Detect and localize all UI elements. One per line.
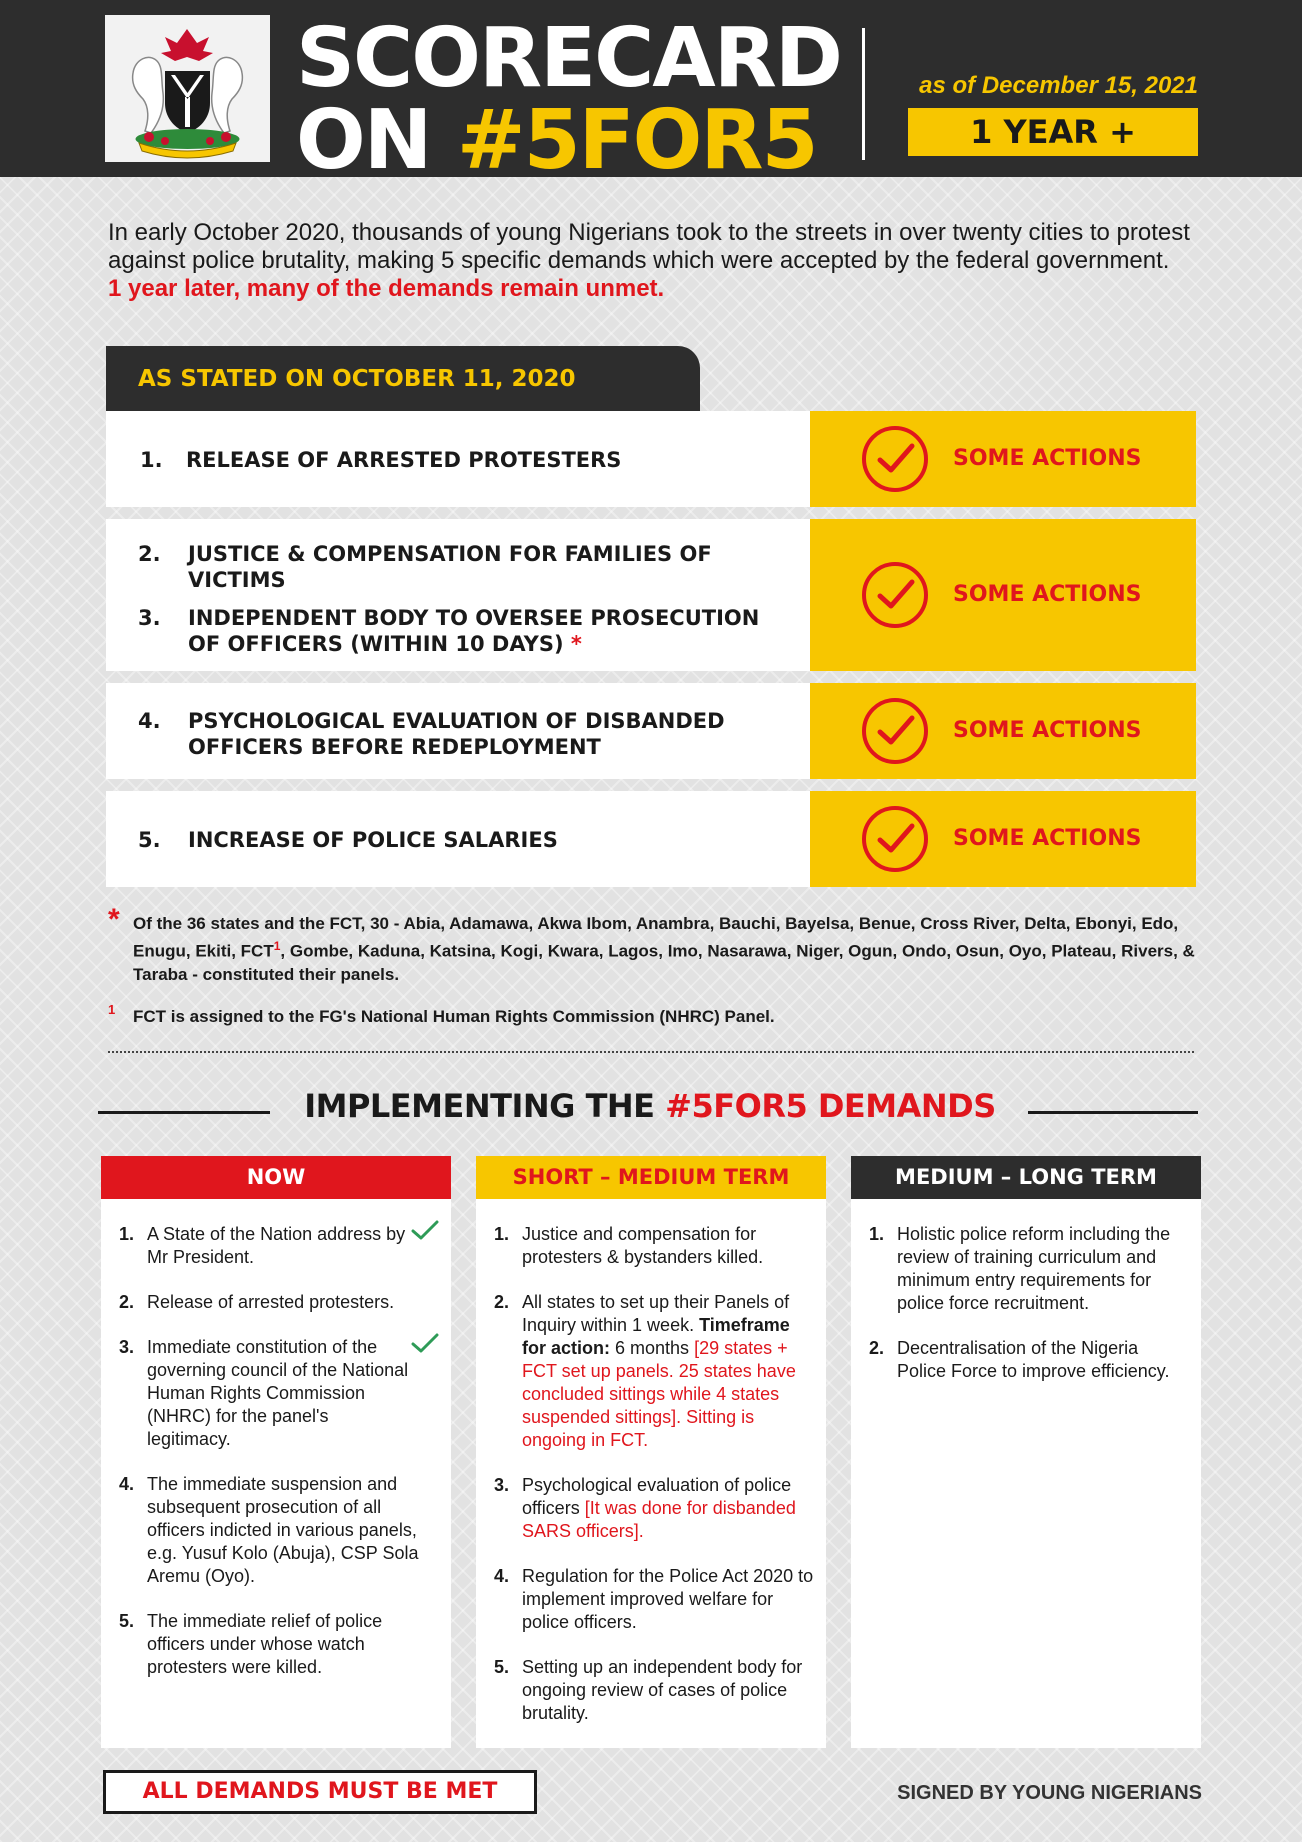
item-number: 2. [119,1292,135,1312]
demand-text-body: INDEPENDENT BODY TO OVERSEE PROSECUTION OF OFFICERS (WITHIN 10 DAYS) [188,606,760,656]
header-banner [0,0,1302,188]
page-title [296,11,841,188]
item-text: The immediate suspension and subsequent prosecution of all officers indicted in various panels, e.g. Yusuf Kolo (Abuja), CSP Sola Aremu (Oyo). [147,1474,419,1586]
intro-highlight: 1 year later, many of the demands remain unmet. [108,275,665,302]
item-number: 4. [119,1474,135,1494]
status-label: SOME ACTIONS [953,446,1142,471]
title-hashtag: #5FOR5 [456,93,817,188]
heading-rule-right [1028,1111,1198,1114]
duration-badge: 1 YEAR + [908,108,1198,156]
list-item [119,1336,441,1451]
implementing-heading-b: #5FOR5 DEMANDS [665,1087,996,1125]
item-number: 2. [869,1338,885,1358]
signature-line: SIGNED BY YOUNG NIGERIANS [897,1782,1202,1804]
item-number: 1. [869,1224,885,1244]
column-short-medium-list [476,1223,826,1725]
item-number: 5. [119,1611,135,1631]
as-of-date: as of December 15, 2021 [919,72,1198,99]
asterisk-marker: * [570,632,582,656]
heading-rule-left [98,1111,270,1114]
list-item [869,1337,1191,1383]
title-on: ON [296,93,457,188]
check-circle-icon [862,806,928,872]
item-text: Holistic police reform including the review of training curriculum and minimum entry requirements for police force recruitment. [897,1224,1171,1313]
demand-text: PSYCHOLOGICAL EVALUATION OF DISBANDED OFFICERS BEFORE REDEPLOYMENT [188,709,725,759]
demand-text: RELEASE OF ARRESTED PROTESTERS [186,448,622,472]
item-number: 1. [494,1224,510,1244]
demand-number: 4. [138,709,161,733]
demand-row [106,791,1196,887]
call-to-action-box: ALL DEMANDS MUST BE MET [103,1770,537,1814]
item-number: 2. [494,1292,510,1312]
demand-number: 3. [138,606,161,630]
status-label: SOME ACTIONS [953,582,1142,607]
item-text: Decentralisation of the Nigeria Police Force to improve efficiency. [897,1338,1170,1381]
status-cell [810,791,1196,887]
item-text: Regulation for the Police Act 2020 to implement improved welfare for police officers. [522,1566,814,1632]
item-text: Psychological evaluation of police officers [522,1475,792,1518]
footnote-asterisk-text-a: Of the 36 states and the FCT, 30 - Abia, Adamawa, Akwa Ibom, Anambra, Bauchi, Bayelsa, Benue, Cross River, Delta, Ebonyi, Edo, Enugu, Ekiti, FCT [133,914,1179,961]
list-item [494,1565,816,1634]
green-check-icon [411,1332,439,1360]
list-item [494,1223,816,1269]
item-status-note: [It was done for disbanded SARS officers]. [522,1498,796,1541]
list-item [119,1610,441,1679]
list-item [119,1291,441,1314]
check-circle-icon [862,698,928,764]
footnote-one-text: FCT is assigned to the FG's National Human Rights Commission (NHRC) Panel. [133,1006,775,1026]
list-item [869,1223,1191,1315]
intro-line-2: against police brutality, making 5 specific demands which were accepted by the federal government. [108,247,1170,274]
column-short-medium-title: SHORT – MEDIUM TERM [476,1156,826,1199]
item-number: 5. [494,1657,510,1677]
list-item [494,1656,816,1725]
stated-heading: AS STATED ON OCTOBER 11, 2020 [106,346,700,412]
item-number: 1. [119,1224,135,1244]
list-item [119,1473,441,1588]
footnote-asterisk-mark: * [108,903,120,936]
item-number: 3. [119,1337,135,1357]
check-circle-icon [862,562,928,628]
footnote-asterisk [108,903,1208,986]
list-item [494,1291,816,1452]
footnote-one [108,1001,1208,1028]
implementing-heading-a: IMPLEMENTING THE [304,1087,666,1125]
demand-row [106,411,1196,507]
demand-text: INCREASE OF POLICE SALARIES [188,828,558,852]
item-text: Release of arrested protesters. [147,1292,395,1312]
list-item [119,1223,441,1269]
item-number: 4. [494,1566,510,1586]
item-text: Setting up an independent body for ongoing review of cases of police brutality. [522,1657,803,1723]
implementing-heading [270,1088,1030,1124]
demand-row [106,519,1196,671]
status-cell [810,411,1196,507]
intro-paragraph [108,219,1208,303]
list-item [494,1474,816,1543]
item-text: The immediate relief of police officers under whose watch protesters were killed. [147,1611,383,1677]
green-check-icon [411,1219,439,1247]
footnote-sup: 1 [273,939,281,953]
item-number: 3. [494,1475,510,1495]
column-medium-long-title: MEDIUM – LONG TERM [851,1156,1201,1199]
item-text: A State of the Nation address by Mr President. [147,1224,406,1267]
column-medium-long [851,1156,1201,1748]
title-line-1: SCORECARD [296,11,841,106]
column-now-title: NOW [101,1156,451,1199]
status-cell [810,683,1196,779]
item-text: Immediate constitution of the governing council of the National Human Rights Commission (NHRC) for the panel's legitimacy. [147,1337,409,1449]
status-cell [810,519,1196,671]
demand-row [106,683,1196,779]
intro-line-1: In early October 2020, thousands of young Nigerians took to the streets in over twenty cities to protest [108,219,1190,246]
footnote-one-mark: 1 [108,1001,116,1017]
demand-number: 5. [138,828,161,852]
column-now [101,1156,451,1748]
item-timeframe-value: 6 months [610,1338,690,1358]
item-timeframe-label: Timeframe for action: [522,1315,790,1358]
footnote-asterisk-text-b: , Gombe, Kaduna, Katsina, Kogi, Kwara, Lagos, Imo, Nasarawa, Niger, Ogun, Ondo, Osun, Oyo, Plateau, Rivers, & Taraba - constituted their panels. [133,941,1195,984]
item-text: Justice and compensation for protesters & bystanders killed. [522,1224,764,1267]
demand-text [188,605,798,657]
demand-number: 1. [140,448,163,472]
item-text: All states to set up their Panels of Inquiry within 1 week. [522,1292,790,1335]
demand-text: JUSTICE & COMPENSATION FOR FAMILIES OF VICTIMS [188,542,712,592]
title-line-2 [296,93,841,188]
dotted-divider [108,1051,1194,1053]
coat-of-arms-emblem [105,15,270,162]
status-label: SOME ACTIONS [953,826,1142,851]
status-label: SOME ACTIONS [953,718,1142,743]
column-medium-long-list [851,1223,1201,1383]
column-short-medium [476,1156,826,1748]
header-divider [862,28,865,160]
demand-number: 2. [138,542,161,566]
footnotes [108,903,1208,1028]
check-circle-icon [862,426,928,492]
item-status-note: [29 states + FCT set up panels. 25 states have concluded sittings while 4 states suspended sittings]. Sitting is ongoing in FCT. [522,1338,796,1450]
column-now-list [101,1223,451,1679]
